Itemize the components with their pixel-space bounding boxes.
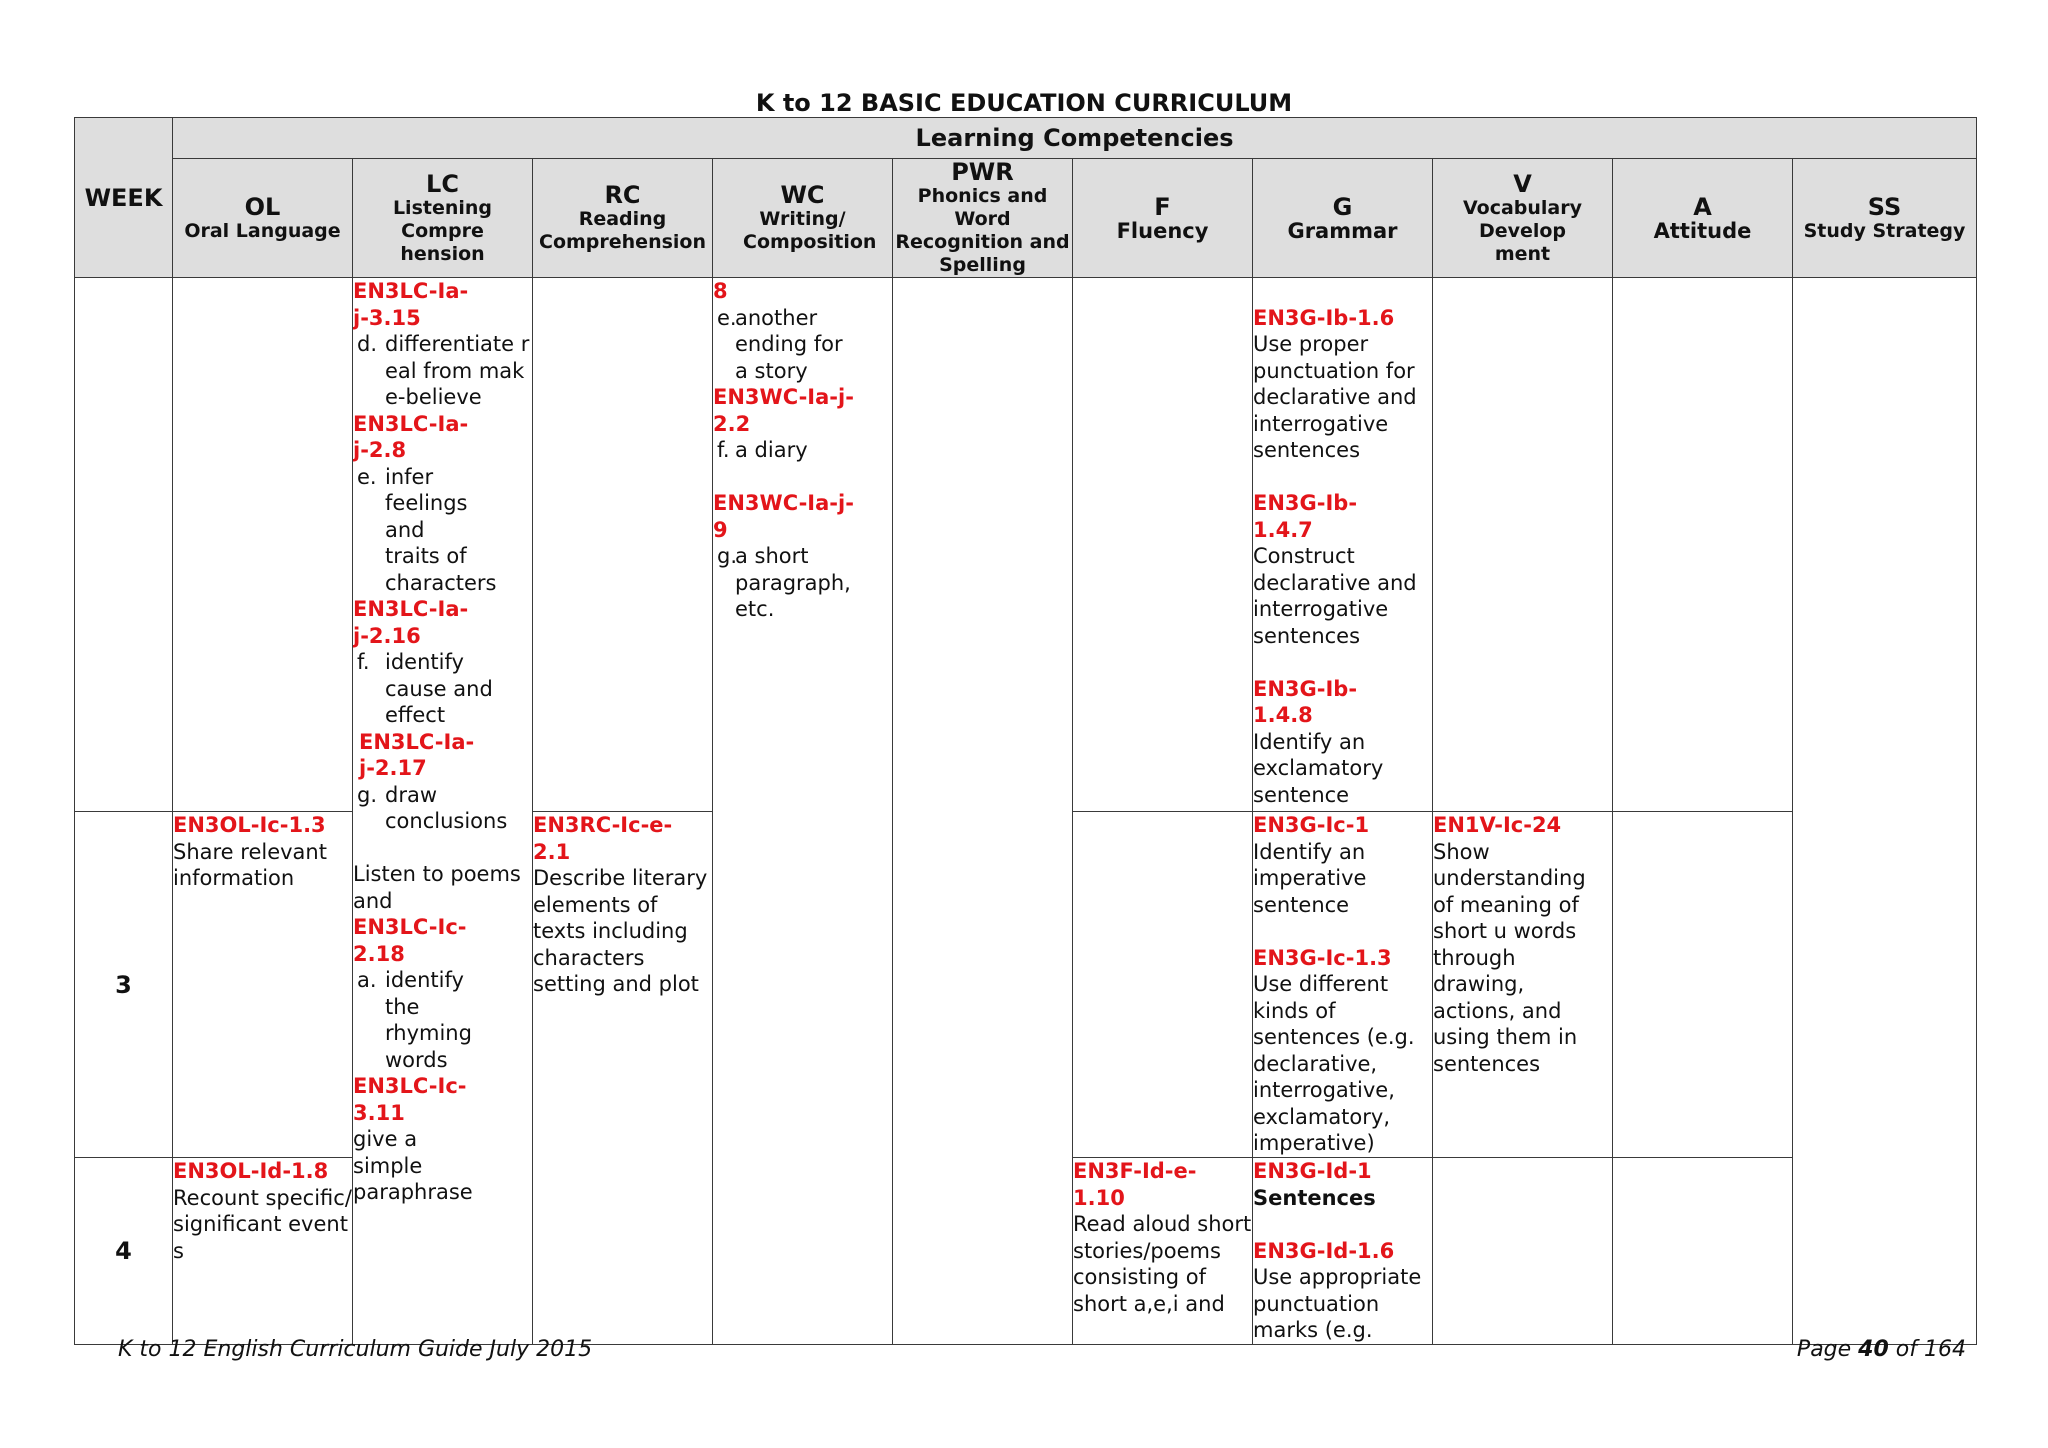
- competency-code: EN3RC-Ic-e-2.1: [533, 813, 673, 864]
- cell-v-cont: [1433, 278, 1613, 812]
- column-header-lc: LC Listening Compre hension: [353, 159, 533, 278]
- competency-code: EN3LC-Ic-2.18: [353, 915, 467, 966]
- cell-rc-week3: [533, 812, 713, 1345]
- cell-f-week3: [1073, 812, 1253, 1158]
- competency-text: give a simple paraphrase: [353, 1127, 473, 1204]
- page-number: Page 40 of 164: [1796, 1337, 1966, 1362]
- week-column-header: WEEK: [75, 118, 173, 278]
- cell-ss: [1793, 278, 1977, 1345]
- competency-text: Use proper punctuation for declarative and interrogative sentences: [1253, 332, 1417, 462]
- column-header-ol: OL Oral Language: [173, 159, 353, 278]
- competency-code: EN3WC-Ia-j-2.2: [713, 385, 854, 436]
- week-number: 3: [75, 812, 173, 1158]
- cell-f-week4: [1073, 1158, 1253, 1345]
- cell-ol-week4: [173, 1158, 353, 1345]
- competency-text: Use different kinds of sentences (e.g. declarative, interrogative, exclamatory, imperative): [1253, 972, 1415, 1155]
- competency-text: Recount specific/significant events: [173, 1185, 352, 1263]
- competency-code: EN3OL-Id-1.8: [173, 1159, 329, 1183]
- cell-lc: [353, 278, 533, 1345]
- list-item: f. a diary: [717, 438, 808, 462]
- competency-code: EN3G-Id-1.6: [1253, 1238, 1395, 1263]
- cell-g-week3: [1253, 812, 1433, 1158]
- cell-v-week3: [1433, 812, 1613, 1158]
- competency-code: EN3LC-Ia-j-3.15: [353, 279, 469, 330]
- list-item: f. identify cause and effect: [357, 650, 493, 727]
- learning-competencies-banner: Learning Competencies: [173, 118, 1977, 159]
- column-header-rc: RC Reading Comprehension: [533, 159, 713, 278]
- list-item: e. infer feelings and traits of characters: [357, 464, 497, 595]
- competency-code: EN3LC-Ia-j-2.16: [353, 597, 469, 648]
- competency-text: Identify an imperative sentence: [1253, 839, 1367, 917]
- competency-code: EN3G-Ic-1.3: [1253, 945, 1392, 970]
- competency-code: EN3LC-Ic-3.11: [353, 1074, 467, 1125]
- competency-text: Listen to poems and: [353, 862, 521, 913]
- competency-code: EN3G-Ib-1.6: [1253, 305, 1395, 330]
- competency-code: EN1V-Ic-24: [1433, 813, 1562, 837]
- footer-guide-title: K to 12 English Curriculum Guide July 2015: [118, 1337, 593, 1362]
- competency-code: EN3G-Ib-1.4.7: [1253, 491, 1358, 542]
- competency-code: EN3G-Ic-1: [1253, 813, 1370, 837]
- cell-a-week3: [1613, 812, 1793, 1158]
- cell-pwr: [893, 278, 1073, 1345]
- competency-code: EN3F-Id-e-1.10: [1073, 1159, 1197, 1210]
- competency-code: EN3LC-Ia-j-2.17: [359, 729, 475, 780]
- column-header-f: F Fluency: [1073, 159, 1253, 278]
- list-item: e. another ending for a story: [717, 305, 843, 383]
- week-number: 4: [75, 1158, 173, 1345]
- competency-code: EN3LC-Ia-j-2.8: [353, 411, 469, 462]
- competency-code: EN3WC-Ia-j-9: [713, 491, 854, 542]
- column-header-v: V Vocabulary Develop ment: [1433, 159, 1613, 278]
- list-item: a. identify the rhyming words: [357, 968, 472, 1072]
- competency-text: Describe literary elements of texts including characters setting and plot: [533, 866, 708, 996]
- list-item: g. draw conclusions: [357, 782, 508, 833]
- curriculum-table: [74, 117, 1977, 1345]
- competency-text: Identify an exclamatory sentence: [1253, 729, 1384, 807]
- cell-ol-cont: [173, 278, 353, 812]
- cell-a-cont: [1613, 278, 1793, 812]
- column-header-ss: SS Study Strategy: [1793, 159, 1977, 278]
- column-header-wc: WC Writing/ Composition: [713, 159, 893, 278]
- column-header-pwr: PWR Phonics and Word Recognition and Spelling: [893, 159, 1073, 278]
- competency-text: Show understanding of meaning of short u words through drawing, actions, and using them in sentences: [1433, 839, 1586, 1076]
- competency-code: EN3G-Ib-1.4.8: [1253, 676, 1358, 727]
- column-header-a: A Attitude: [1613, 159, 1793, 278]
- column-header-g: G Grammar: [1253, 159, 1433, 278]
- cell-wc: [713, 278, 893, 1345]
- cell-a-week4: [1613, 1158, 1793, 1345]
- cell-rc-cont: [533, 278, 713, 812]
- list-item: g. a short paragraph, etc.: [717, 544, 851, 621]
- competency-code: EN3OL-Ic-1.3: [173, 813, 326, 837]
- cell-g-cont: [1253, 278, 1433, 812]
- cell-ol-week3: [173, 812, 353, 1158]
- competency-code: 8: [713, 279, 728, 303]
- cell-v-week4: [1433, 1158, 1613, 1345]
- document-title: K to 12 BASIC EDUCATION CURRICULUM: [755, 89, 1293, 117]
- competency-text: Share relevant information: [173, 839, 327, 890]
- competency-code: EN3G-Id-1: [1253, 1159, 1372, 1183]
- list-item: d. differentiate real from make-believe: [357, 332, 530, 409]
- cell-f-cont: [1073, 278, 1253, 812]
- competency-text: Read aloud short stories/poems consisting of short a,e,i and: [1073, 1212, 1252, 1316]
- table-row: [75, 278, 1977, 812]
- cell-g-week4: [1253, 1158, 1433, 1345]
- competency-text: Construct declarative and interrogative sentences: [1253, 544, 1417, 648]
- cell-week-cont: [75, 278, 173, 812]
- competency-text: Sentences: [1253, 1185, 1376, 1210]
- competency-text: Use appropriate punctuation marks (e.g.: [1253, 1265, 1422, 1342]
